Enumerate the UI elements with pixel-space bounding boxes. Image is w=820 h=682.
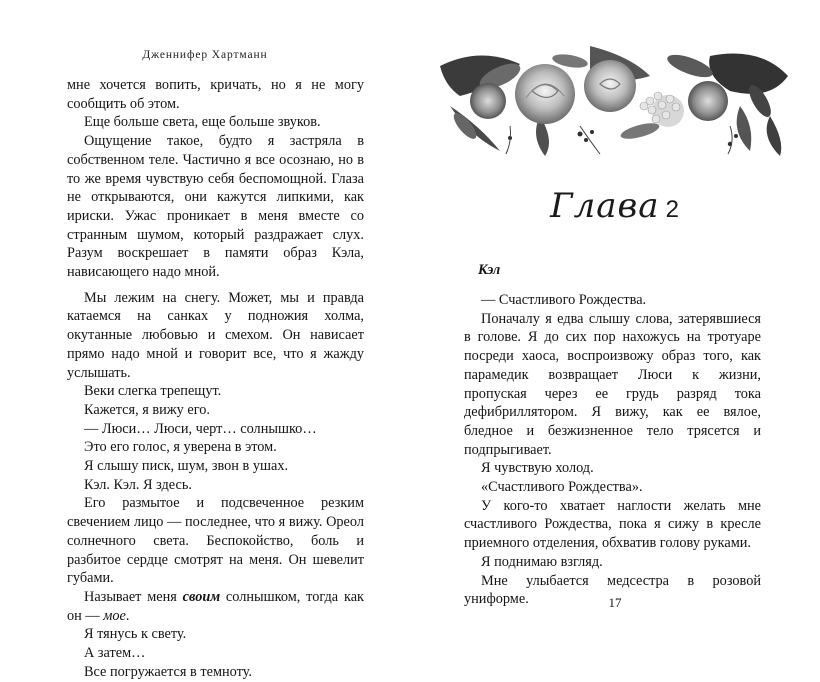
paragraph: Его размытое и подсвеченное резким свечением лицо — последнее, что я вижу. Ореол солнечного света. Беспокойство, боль и разбитое сердце смотрят на меня. Он шевелит губами. <box>67 495 364 587</box>
running-head: Дженнифер Хартманн <box>142 49 268 61</box>
text-run: Называет меня <box>84 588 183 605</box>
page-number: 17 <box>608 595 622 610</box>
paragraph: — Люси… Люси, черт… солнышко… <box>84 420 317 437</box>
chapter-word: Глава <box>550 186 660 226</box>
paragraph: Ощущение такое, будто я застряла в собственном теле. Частично я все осознаю, но в то же время чувствую себя беспомощной. Глаза не открываются, они кажутся липкими, как ириски. Ужас проникает в меня вместе со странным шумом, который раздражает слух. Разум воскрешает в памяти образ Кэла, нависающего надо мной. <box>67 133 364 281</box>
chapter-number: 2 <box>665 196 680 223</box>
paragraph: Я чувствую холод. <box>481 460 594 477</box>
paragraph: Кажется, я вижу его. <box>84 401 210 418</box>
paragraph: мне хочется вопить, кричать, но я не могу сообщить об этом. <box>67 77 364 112</box>
paragraph: Я слышу писк, шум, звон в ушах. <box>84 458 289 475</box>
text-run: . <box>125 607 130 624</box>
paragraph: Я поднимаю взгляд. <box>481 553 603 570</box>
paragraph: Поначалу я едва слышу слова, затерявшиеся в голове. Я до сих пор нахожусь на тротуаре посреди хаоса, воспроизвожу образ того, как парамедик возвращает Люси к жизни, пропуская через ее грудь разряд тока дефибриллятором. Я вижу, как ее вялое, бледное и безжизненное тело трясется и подпрыгивает. <box>464 310 761 458</box>
paragraph: Кэл. Кэл. Я здесь. <box>84 476 192 493</box>
left-page <box>0 0 410 680</box>
left-body-text <box>67 76 364 682</box>
paragraph: У кого-то хватает наглости желать мне счастливого Рождества, пока я сижу в кресле приемного отделения, обхватив голову руками. <box>464 497 761 552</box>
paragraph: Еще больше света, еще больше звуков. <box>84 114 321 131</box>
paragraph: Я тянусь к свету. <box>84 626 187 643</box>
emphasis-bold: своим <box>182 588 221 605</box>
paragraph: Все погружается в темноту. <box>84 663 252 680</box>
paragraph: «Счастливого Рождества». <box>481 479 643 496</box>
text-run: солнышком, тогда как он — <box>67 588 364 624</box>
floral-header-illustration <box>440 46 788 156</box>
emphasis-italic: мое <box>103 607 126 624</box>
paragraph: Мне улыбается медсестра в розовой униформе. <box>464 572 761 608</box>
paragraph: Веки слегка трепещут. <box>84 383 222 400</box>
right-page <box>410 0 820 661</box>
paragraph: Это его голос, я уверена в этом. <box>84 439 277 456</box>
right-body-text <box>464 291 761 609</box>
paragraph: Мы лежим на снегу. Может, мы и правда катаемся на санках у подножия холма, окутанные любовью и смехом. Он нависает прямо надо мной и говорит все, что я жажду услышать. <box>67 289 364 381</box>
paragraph: А затем… <box>84 645 146 662</box>
pov-label: Кэл <box>478 262 501 278</box>
paragraph: — Счастливого Рождества. <box>481 292 647 308</box>
chapter-heading <box>410 186 820 226</box>
paragraph-with-emphasis <box>67 588 364 625</box>
